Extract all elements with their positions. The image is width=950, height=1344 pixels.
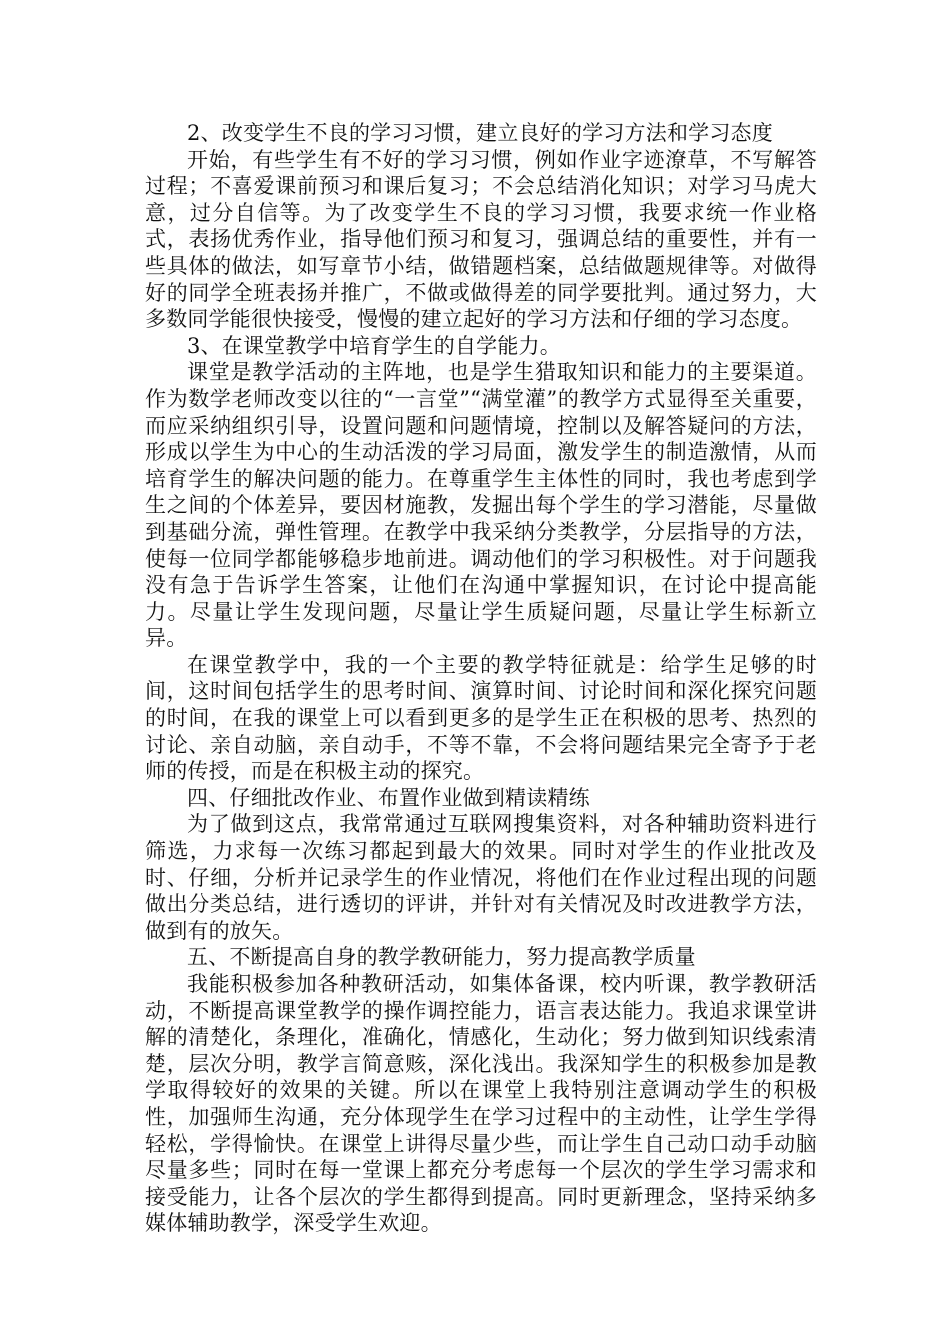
- section-heading-3: 3、在课堂教学中培育学生的自学能力。: [187, 333, 561, 358]
- section-heading-5: 五、不断提高自身的教学教研能力，努力提高教学质量: [187, 945, 696, 970]
- body-paragraph: 课堂是教学活动的主阵地，也是学生猎取知识和能力的主要渠道。作为数学老师改变以往的“一言堂”“满堂灌”的教学方式显得至关重要，而应采纳组织引导，设置问题和问题情境，控制以及解答疑问的方法，形成以学生为中心的生动活泼的学习局面，激发学生的制造激情，从而培育学生的解决问题的能力。在尊重学生主体性的同时，我也考虑到学生之间的个体差异，要因材施教，发掘出每个学生的学习潜能，尽量做到基础分流，弹性管理。在教学中我采纳分类教学，分层指导的方法，使每一位同学都能够稳步地前进。调动他们的学习积极性。对于问题我没有急于告诉学生答案，让他们在沟通中掌握知识，在讨论中提高能力。尽量让学生发现问题，尽量让学生质疑问题，尽量让学生标新立异。: [145, 360, 817, 651]
- section-heading-4: 四、仔细批改作业、布置作业做到精读精练: [187, 785, 590, 810]
- body-paragraph: 我能积极参加各种教研活动，如集体备课，校内听课，教学教研活动，不断提高课堂教学的操作调控能力，语言表达能力。我追求课堂讲解的清楚化，条理化，准确化，情感化，生动化；努力做到知识线索清楚，层次分明，教学言简意赅，深化浅出。我深知学生的积极参加是教学取得较好的效果的关键。所以在课堂上我特别注意调动学生的积极性，加强师生沟通，充分体现学生在学习过程中的主动性，让学生学得轻松，学得愉快。在课堂上讲得尽量少些，而让学生自己动口动手动脑尽量多些；同时在每一堂课上都充分考虑每一个层次的学生学习需求和接受能力，让各个层次的学生都得到提高。同时更新理念，坚持采纳多媒体辅助教学，深受学生欢迎。: [145, 972, 817, 1236]
- body-paragraph: 开始，有些学生有不好的学习习惯，例如作业字迹潦草，不写解答过程；不喜爱课前预习和课后复习；不会总结消化知识；对学习马虎大意，过分自信等。为了改变学生不良的学习习惯，我要求统一作业格式，表扬优秀作业，指导他们预习和复习，强调总结的重要性，并有一些具体的做法，如写章节小结，做错题档案，总结做题规律等。对做得好的同学全班表扬并推广，不做或做得差的同学要批判。通过努力，大多数同学能很快接受，慢慢的建立起好的学习方法和仔细的学习态度。: [145, 147, 817, 332]
- section-heading-2: 2、改变学生不良的学习习惯，建立良好的学习方法和学习态度: [187, 121, 773, 145]
- body-paragraph: 为了做到这点，我常常通过互联网搜集资料，对各种辅助资料进行筛选，力求每一次练习都起到最大的效果。同时对学生的作业批改及时、仔细，分析并记录学生的作业情况，将他们在作业过程出现的问题做出分类总结，进行透切的评讲，并针对有关情况及时改进教学方法，做到有的放矢。: [145, 812, 817, 943]
- document-page: [145, 120, 817, 1237]
- body-paragraph: 在课堂教学中，我的一个主要的教学特征就是：给学生足够的时间，这时间包括学生的思考时间、演算时间、讨论时间和深化探究问题的时间，在我的课堂上可以看到更多的是学生正在积极的思考、热烈的讨论、亲自动脑，亲自动手，不等不靠，不会将问题结果完全寄予于老师的传授，而是在积极主动的探究。: [145, 652, 817, 784]
